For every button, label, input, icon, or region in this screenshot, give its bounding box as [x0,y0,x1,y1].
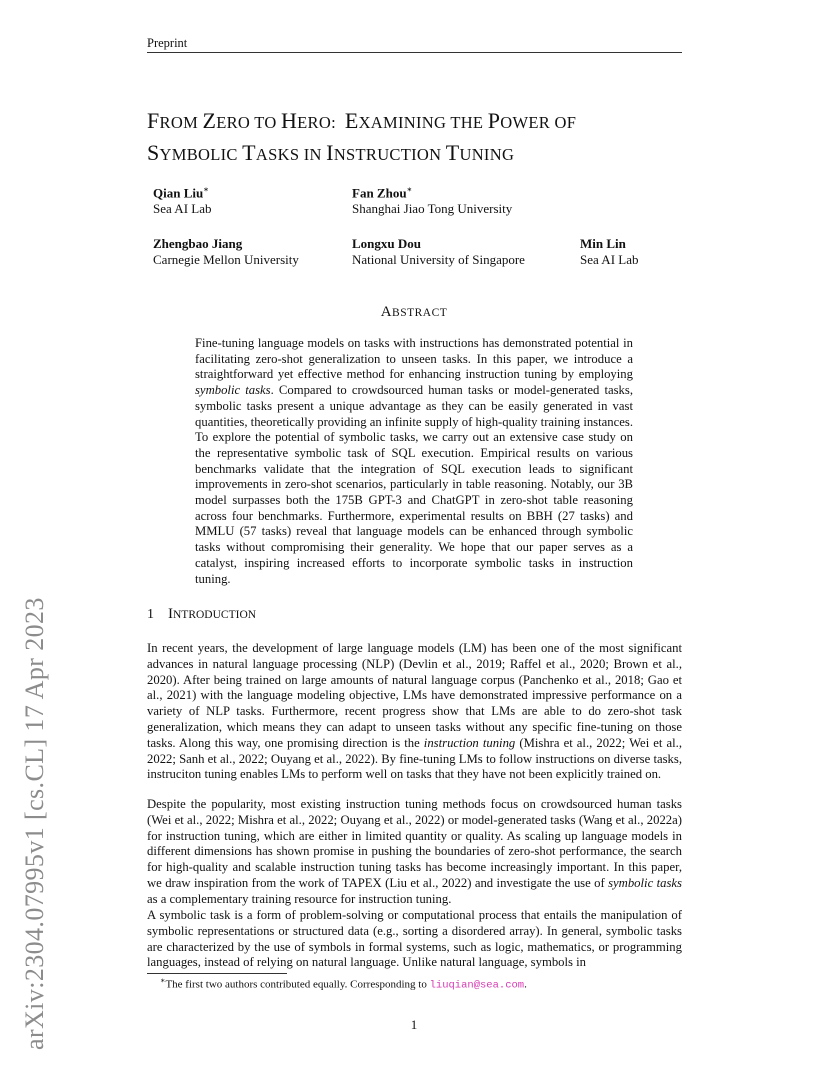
author-name: Qian Liu [153,185,204,201]
title-line-2: SYMBOLIC TASKS IN INSTRUCTION TUNING [147,140,515,165]
email-link[interactable]: liuqian@sea.com [429,979,525,992]
paper-title [147,106,707,170]
title-line-1: FROM ZERO TO HERO: EXAMINING THE POWER OF [147,108,577,133]
author-longxu-dou [352,236,525,268]
author-name: Fan Zhou [352,185,407,201]
author-name: Zhengbao Jiang [153,236,243,251]
author-fan-zhou [352,182,512,217]
abstract-heading: ABSTRACT [380,304,448,320]
author-zhengbao-jiang [153,236,299,268]
footnote-mark: ∗ [160,976,166,985]
equal-contribution-mark: ∗ [406,185,413,194]
abstract-body: Fine-tuning language models on tasks with instructions has demonstrated potential in facilitating zero-shot generalization to unseen tasks. In this paper, we introduce a straightforward yet effective method for enhancing instruction tuning by employing symbolic tasks. Compared to crowdsourced human tasks or model-generated tasks, symbolic tasks present a unique advantage as they can be easily generated in vast quantities, theoretically providing an infinite supply of high-quality training instances. To explore the potential of symbolic tasks, we carry out an extensive case study on the representative symbolic task of SQL execution. Empirical results on various benchmarks validate that the integration of SQL execution leads to significant improvements in zero-shot scenarios, particularly in table reasoning. Notably, our 3B model surpasses both the 175B GPT-3 and ChatGPT in zero-shot table reasoning across four benchmarks. Furthermore, experimental results on BBH (27 tasks) and MMLU (57 tasks) reveal that language models can be enhanced through symbolic tasks without compromising their generality. We hope that our paper serves as a catalyst, inspiring increased efforts to incorporate symbolic tasks in instruction tuning. [195,336,633,586]
intro-paragraph-1: In recent years, the development of large language models (LM) has been one of the most significant advances in natural language processing (NLP) (Devlin et al., 2019; Raffel et al., 2020; Brown et al., 2020). After being trained on large amounts of natural language corpus (Panchenko et al., 2018; Gao et al., 2021) with the language modeling objective, LMs have demonstrated impressive performance on a variety of NLP tasks. Furthermore, recent progress show that LMs are able to do zero-shot task generalization, which means they can adapt to unseen tasks without any specific fine-tuning on those tasks. Along this way, one promising direction is the instruction tuning (Mishra et al., 2022; Wei et al., 2022; Sanh et al., 2022; Ouyang et al., 2022). By fine-tuning LMs to follow instructions on diverse tasks, instruciton tuning enables LMs to perform well on tasks that they have not been explicitly trained on. [147,641,682,782]
footnote-rule [147,973,287,974]
author-affiliation: Carnegie Mellon University [153,252,299,267]
author-min-lin [580,236,638,268]
author-name: Min Lin [580,236,626,251]
author-affiliation: National University of Singapore [352,252,525,267]
intro-paragraph-2: Despite the popularity, most existing instruction tuning methods focus on crowdsourced human tasks (Wei et al., 2022; Mishra et al., 2022; Ouyang et al., 2022) or model-generated tasks (Wang et al., 2022a) for instruction tuning, which are either in limited quantity or quality. As scaling up language models in different dimensions has shown promise in pushing the boundaries of zero-shot performance, the search for high-quality and scalable instruction tuning tasks has become increasingly important. In this paper, we draw inspiration from the work of TAPEX (Liu et al., 2022) and investigate the use of symbolic tasks as a complementary training resource for instruction tuning. [147,797,682,906]
author-affiliation: Shanghai Jiao Tong University [352,201,513,217]
header-rule [147,52,682,53]
page-number: 1 [410,1017,418,1032]
section-number: 1 [147,607,154,622]
arxiv-identifier-stamp: arXiv:2304.07995v1 [cs.CL] 17 Apr 2023 [20,597,49,1050]
intro-paragraph-3: A symbolic task is a form of problem-solving or computational process that entails the manipulation of symbolic representations or structured data (e.g., sorting a disordered array). In general, symbolic tasks are characterized by the use of symbols in formal systems, such as logic, mathematics, or programming languages, instead of relying on natural language. Unlike natural language, symbols in [147,908,682,970]
author-name: Longxu Dou [352,236,421,251]
running-header: Preprint [147,36,188,50]
author-qian-liu [153,182,211,217]
footnote: ∗The first two authors contributed equally. Corresponding to liuqian@sea.com. [160,976,527,992]
equal-contribution-mark: ∗ [203,185,209,194]
author-affiliation: Sea AI Lab [580,252,639,267]
section-heading-introduction: 1 INTRODUCTION [147,606,257,622]
author-affiliation: Sea AI Lab [153,201,212,217]
